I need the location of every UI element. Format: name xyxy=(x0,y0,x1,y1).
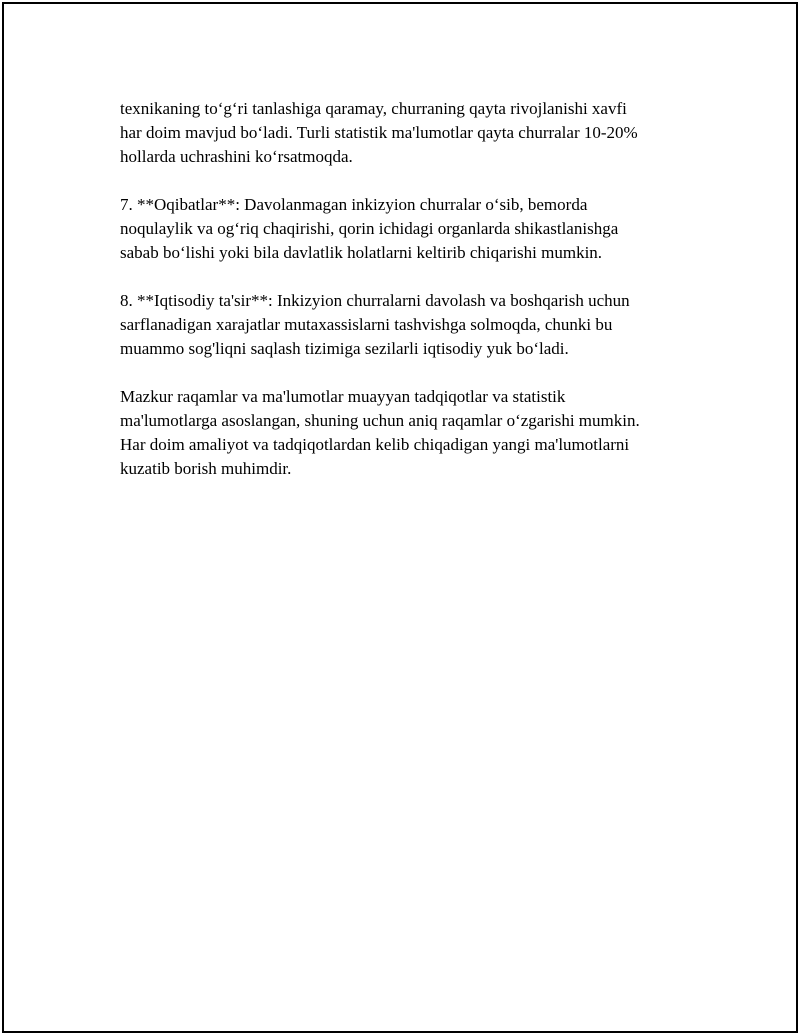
text-line: sabab bo‘lishi yoki bila davlatlik holatlarni keltirib chiqarishi mumkin. xyxy=(120,243,603,262)
document-body xyxy=(120,97,700,505)
text-line: 8. **Iqtisodiy ta'sir**: Inkizyion churralarni davolash va boshqarish uchun xyxy=(120,291,630,310)
paragraph-economic-impact xyxy=(120,289,700,361)
text-line: noqulaylik va og‘riq chaqirishi, qorin ichidagi organlarda shikastlanishga xyxy=(120,219,619,238)
paragraph-consequences xyxy=(120,193,700,265)
document-page xyxy=(2,2,798,1033)
text-line: 7. **Oqibatlar**: Davolanmagan inkizyion churralar o‘sib, bemorda xyxy=(120,195,588,214)
text-line: muammo sog'liqni saqlash tizimiga sezilarli iqtisodiy yuk bo‘ladi. xyxy=(120,339,569,358)
paragraph-conclusion xyxy=(120,385,700,481)
text-line: Har doim amaliyot va tadqiqotlardan kelib chiqadigan yangi ma'lumotlarni xyxy=(120,435,630,454)
text-line: kuzatib borish muhimdir. xyxy=(120,459,292,478)
paragraph-recurrence xyxy=(120,97,700,169)
text-line: Mazkur raqamlar va ma'lumotlar muayyan tadqiqotlar va statistik xyxy=(120,387,566,406)
text-line: texnikaning to‘g‘ri tanlashiga qaramay, churraning qayta rivojlanishi xavfi xyxy=(120,99,627,118)
text-line: har doim mavjud bo‘ladi. Turli statistik ma'lumotlar qayta churralar 10-20% xyxy=(120,123,638,142)
text-line: ma'lumotlarga asoslangan, shuning uchun aniq raqamlar o‘zgarishi mumkin. xyxy=(120,411,640,430)
text-line: sarflanadigan xarajatlar mutaxassislarni tashvishga solmoqda, chunki bu xyxy=(120,315,613,334)
text-line: hollarda uchrashini ko‘rsatmoqda. xyxy=(120,147,353,166)
